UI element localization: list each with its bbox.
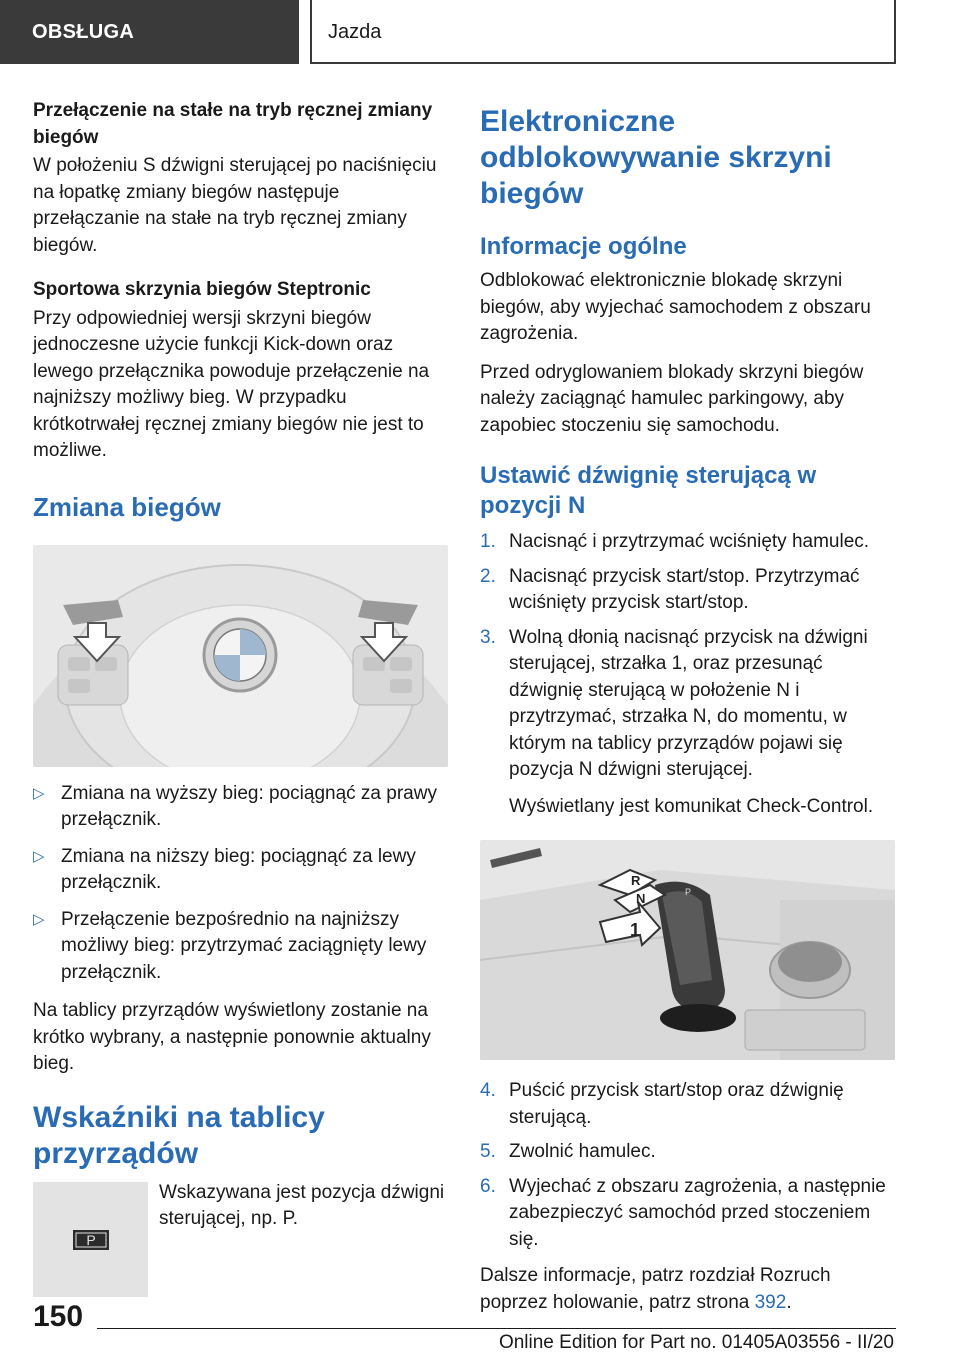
list-item: 3. Wolną dłonią nacisnąć przycisk na dźwigni sterującej, strzałka 1, oraz przesunąć dźwignię sterującą w położenie N i przytrzymać, strzałka N, do momentu, w którym na tablicy przyrządów pojawi się pozycja N dźwigni sterującej. <box>480 626 868 780</box>
paragraph-unlock: Odblokować elektronicznie blokadę skrzyni biegów, aby wyjechać samochodem z obszaru zagrożenia. <box>480 270 871 344</box>
arrow-label-1: 1 <box>630 920 641 940</box>
list-item: 1. Nacisnąć i przytrzymać wciśnięty hamulec. <box>480 531 870 552</box>
arrow-label-n: N <box>636 891 646 906</box>
list-item: 6. Wyjechać z obszaru zagrożenia, a następnie zabezpieczyć samochód przed stoczeniem się. <box>480 1175 886 1250</box>
heading-instrument-display: Wskaźniki na tablicy przyrządów <box>33 1100 325 1170</box>
heading-general-info: Informacje ogólne <box>480 233 687 260</box>
indicator-image <box>33 1182 148 1297</box>
list-item: ▷ Przełączenie bezpośrednio na najniższy możliwy bieg: przytrzymać zaciągnięty lewy przełącznik. <box>33 908 427 983</box>
steps-list-continued <box>480 1078 895 1253</box>
footer-divider <box>97 1328 896 1329</box>
paragraph-steptronic: Przy odpowiedniej wersji skrzyni biegów jednoczesne użycie funkcji Kick-down oraz lewego przełącznika powoduje przełączenie na najniższy możliwy bieg. W przypadku krótkotrwałej ręcznej zmiany biegów nie jest to możliwe. <box>33 307 430 461</box>
subheading-steptronic: Sportowa skrzynia biegów Steptronic <box>33 279 371 300</box>
steps-list <box>480 529 895 784</box>
triangle-bullet-icon: ▷ <box>33 847 45 865</box>
triangle-bullet-icon: ▷ <box>33 910 45 928</box>
lever-label-p: P <box>685 887 692 897</box>
heading-gear-change: Zmiana biegów <box>33 491 221 522</box>
heading-electronic-unlock: Elektroniczne odblokowywanie skrzyni biegów <box>480 105 832 210</box>
chapter-tab[interactable]: Jazda <box>310 0 896 64</box>
paragraph-display-info: Na tablicy przyrządów wyświetlony zostanie na krótko wybrany, a następnie ponownie aktualny bieg. <box>33 1000 431 1074</box>
footer-edition: Online Edition for Part no. 01405A03556 - II/20 <box>498 1332 894 1353</box>
paragraph-parking-brake: Przed odryglowaniem blokady skrzyni biegów należy zaciągnąć hamulec parkingowy, aby zapobiec stoczeniu się samochodu. <box>480 361 864 436</box>
gear-change-list <box>33 781 448 987</box>
list-item: ▷ Zmiana na wyższy bieg: pociągnąć za prawy przełącznik. <box>33 782 437 830</box>
indicator-description: Wskazywana jest pozycja dźwigni sterującej, np. P. <box>159 1181 445 1229</box>
check-control-note: Wyświetlany jest komunikat Check-Control. <box>509 795 874 817</box>
list-item: 5. Zwolnić hamulec. <box>480 1141 656 1162</box>
triangle-bullet-icon: ▷ <box>33 784 45 802</box>
page-number: 150 <box>33 1300 84 1333</box>
paragraph-further-info: Dalsze informacje, patrz rozdział Rozruch poprzez holowanie, patrz strona 392. <box>480 1265 831 1313</box>
steering-wheel-image <box>33 545 448 767</box>
list-item: 4. Puścić przycisk start/stop oraz dźwignię sterującą. <box>480 1080 844 1128</box>
left-column <box>33 98 448 1300</box>
gear-indicator-symbol: P <box>86 1231 96 1248</box>
gear-lever-image <box>480 840 895 1060</box>
list-item: ▷ Zmiana na niższy bieg: pociągnąć za lewy przełącznik. <box>33 845 416 893</box>
right-column <box>480 98 895 1328</box>
paragraph-manual-mode: W położeniu S dźwigni sterującej po naciśnięciu na łopatkę zmiany biegów następuje przełączanie na stałe na tryb ręcznej zmiany biegów. <box>33 155 437 256</box>
indicator-row <box>33 1182 448 1300</box>
heading-set-lever-n: Ustawić dźwignię sterującą w pozycji N <box>480 462 817 519</box>
section-tab[interactable]: OBSŁUGA <box>0 0 299 64</box>
arrow-label-r: R <box>631 873 641 888</box>
subheading-manual-mode: Przełączenie na stałe na tryb ręcznej zmiany biegów <box>33 100 433 148</box>
page-header <box>0 0 960 66</box>
page-reference-link[interactable]: 392 <box>754 1291 787 1313</box>
list-item: 2. Nacisnąć przycisk start/stop. Przytrzymać wciśnięty przycisk start/stop. <box>480 565 860 613</box>
